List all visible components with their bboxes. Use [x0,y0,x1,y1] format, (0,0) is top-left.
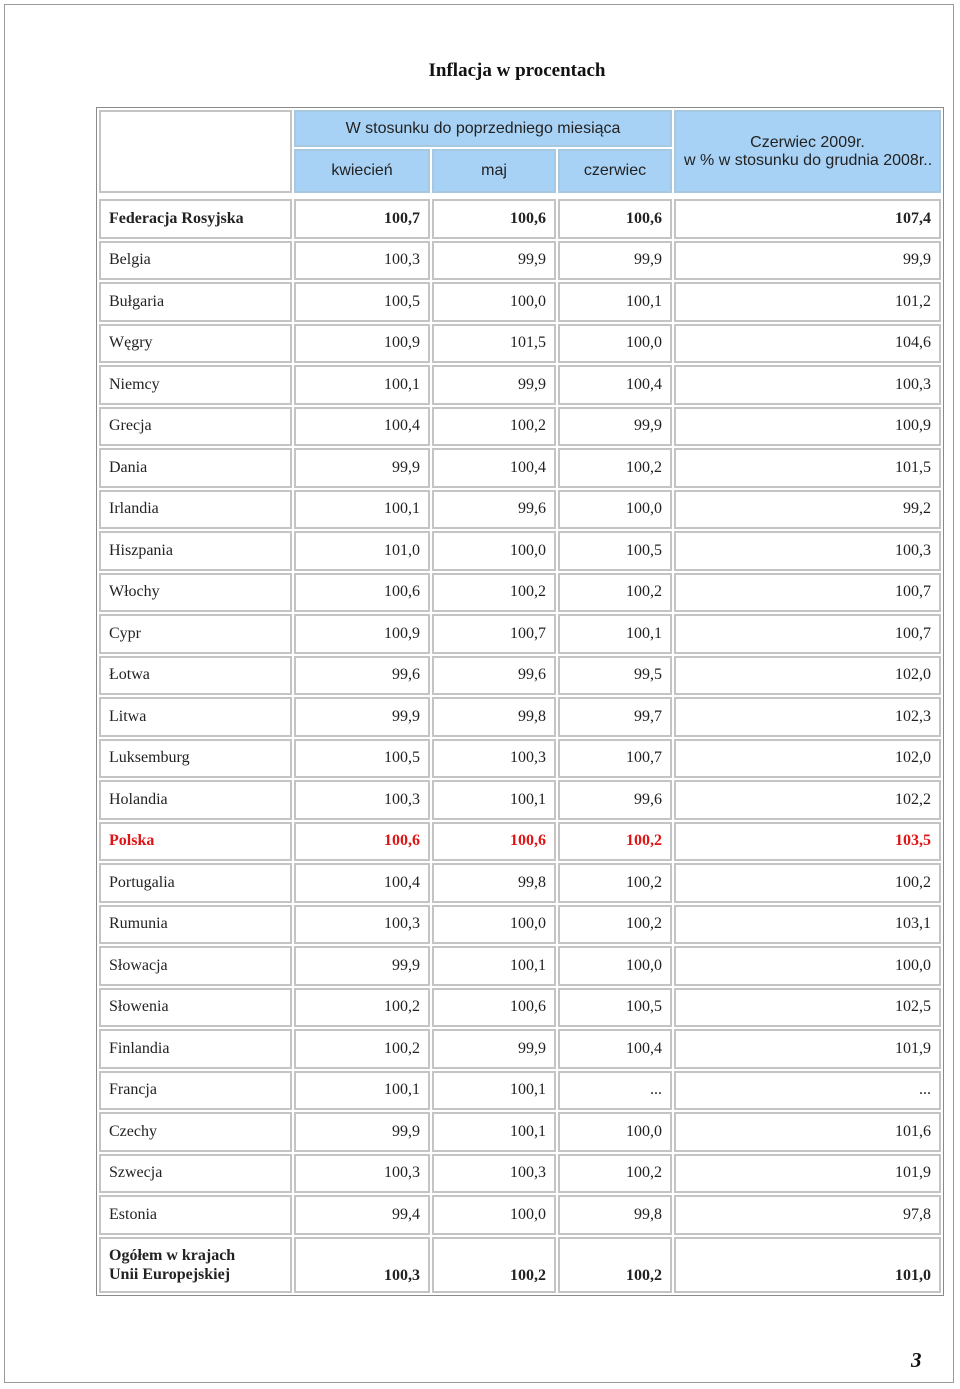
total-value-april: 100,3 [294,1237,430,1293]
value-cell-dec: 101,6 [674,1112,941,1152]
value-cell-april: 100,4 [294,407,430,447]
total-value-dec: 101,0 [674,1237,941,1293]
value-cell-june: 100,2 [558,863,672,903]
table-row [99,822,941,862]
table-row [99,531,941,571]
country-cell: Słowacja [99,946,292,986]
page-number: 3 [911,1348,922,1372]
value-cell-dec: 101,5 [674,448,941,488]
country-cell: Grecja [99,407,292,447]
value-cell-june: 100,1 [558,614,672,654]
value-cell-dec: 100,3 [674,531,941,571]
value-cell-june: 100,7 [558,739,672,779]
table-row [99,324,941,364]
value-cell-may: 101,5 [432,324,556,364]
country-cell: Włochy [99,573,292,613]
header-monthly-group: W stosunku do poprzedniego miesiąca [294,110,672,147]
value-cell-may: 100,2 [432,573,556,613]
value-cell-april: 100,4 [294,863,430,903]
value-cell-dec: 104,6 [674,324,941,364]
value-cell-may: 99,9 [432,241,556,281]
value-cell-may: 100,2 [432,407,556,447]
table-row [99,863,941,903]
value-cell-may: 99,6 [432,656,556,696]
value-cell-april: 100,9 [294,614,430,654]
country-cell: Polska [99,822,292,862]
value-cell-may: 100,6 [432,988,556,1028]
table-row [99,573,941,613]
value-cell-april: 99,6 [294,656,430,696]
value-cell-june: 99,6 [558,780,672,820]
header-col-april: kwiecień [294,149,430,193]
value-cell-june: 100,2 [558,573,672,613]
country-cell: Słowenia [99,988,292,1028]
table-row [99,1071,941,1111]
value-cell-dec: 101,2 [674,282,941,322]
value-cell-dec: 102,3 [674,697,941,737]
value-cell-may: 100,1 [432,1112,556,1152]
value-cell-april: 100,7 [294,199,430,239]
value-cell-dec: 102,5 [674,988,941,1028]
value-cell-april: 100,3 [294,905,430,945]
country-cell: Węgry [99,324,292,364]
value-cell-may: 100,0 [432,1195,556,1235]
country-cell: Niemcy [99,365,292,405]
value-cell-april: 99,4 [294,1195,430,1235]
value-cell-june: 100,1 [558,282,672,322]
value-cell-dec: 103,5 [674,822,941,862]
page-title: Inflacja w procentach [428,60,606,81]
value-cell-may: 99,9 [432,365,556,405]
value-cell-april: 101,0 [294,531,430,571]
total-label-cell [99,1237,292,1293]
country-cell: Francja [99,1071,292,1111]
total-label-line1: Ogółem w krajach [109,1246,236,1264]
value-cell-april: 100,2 [294,988,430,1028]
value-cell-may: 99,8 [432,863,556,903]
country-cell: Cypr [99,614,292,654]
value-cell-may: 100,1 [432,780,556,820]
value-cell-dec: 100,7 [674,573,941,613]
total-row [99,1237,941,1293]
value-cell-may: 99,8 [432,697,556,737]
value-cell-june: 100,0 [558,1112,672,1152]
value-cell-april: 99,9 [294,448,430,488]
value-cell-june: 100,5 [558,988,672,1028]
table-row [99,365,941,405]
country-cell: Holandia [99,780,292,820]
value-cell-dec: 99,2 [674,490,941,530]
value-cell-april: 100,1 [294,365,430,405]
value-cell-may: 100,0 [432,905,556,945]
country-cell: Łotwa [99,656,292,696]
value-cell-june: 100,2 [558,822,672,862]
value-cell-dec: 101,9 [674,1154,941,1194]
total-value-may: 100,2 [432,1237,556,1293]
value-cell-june: 100,0 [558,946,672,986]
country-cell: Irlandia [99,490,292,530]
value-cell-april: 100,5 [294,739,430,779]
value-cell-april: 100,1 [294,490,430,530]
total-label-line2: Unii Europejskiej [109,1265,231,1283]
table-row [99,697,941,737]
header-annual-line2: w % w stosunku do grudnia 2008r.. [684,151,933,169]
value-cell-dec: 100,3 [674,365,941,405]
country-cell: Portugalia [99,863,292,903]
country-cell: Bułgaria [99,282,292,322]
table-row [99,1154,941,1194]
value-cell-dec: 100,0 [674,946,941,986]
value-cell-dec: 97,8 [674,1195,941,1235]
value-cell-june: 100,4 [558,365,672,405]
value-cell-june: 100,0 [558,324,672,364]
value-cell-dec: 100,9 [674,407,941,447]
country-cell: Litwa [99,697,292,737]
country-cell: Hiszpania [99,531,292,571]
table-row [99,656,941,696]
table-row [99,448,941,488]
inflation-table [96,107,944,1296]
value-cell-june: 99,9 [558,407,672,447]
value-cell-june: 100,2 [558,905,672,945]
country-cell: Czechy [99,1112,292,1152]
country-cell: Estonia [99,1195,292,1235]
table-row [99,1112,941,1152]
value-cell-june: 100,2 [558,1154,672,1194]
table-row [99,199,941,239]
value-cell-may: 100,6 [432,199,556,239]
value-cell-may: 100,3 [432,1154,556,1194]
value-cell-may: 100,1 [432,946,556,986]
value-cell-april: 100,3 [294,1154,430,1194]
value-cell-june: 100,5 [558,531,672,571]
table-row [99,282,941,322]
value-cell-june: 100,4 [558,1029,672,1069]
value-cell-april: 100,3 [294,780,430,820]
value-cell-dec: 102,2 [674,780,941,820]
country-cell: Rumunia [99,905,292,945]
value-cell-april: 100,6 [294,822,430,862]
value-cell-dec: 99,9 [674,241,941,281]
value-cell-april: 100,9 [294,324,430,364]
value-cell-april: 99,9 [294,946,430,986]
country-cell: Finlandia [99,1029,292,1069]
value-cell-dec: ... [674,1071,941,1111]
value-cell-april: 100,3 [294,241,430,281]
country-cell: Szwecja [99,1154,292,1194]
value-cell-june: 100,0 [558,490,672,530]
value-cell-may: 99,9 [432,1029,556,1069]
table-row [99,988,941,1028]
value-cell-may: 100,1 [432,1071,556,1111]
header-blank-cell [99,110,292,193]
table-row [99,946,941,986]
value-cell-april: 100,2 [294,1029,430,1069]
value-cell-dec: 102,0 [674,656,941,696]
table-row [99,905,941,945]
value-cell-june: 100,2 [558,448,672,488]
value-cell-june: ... [558,1071,672,1111]
value-cell-dec: 107,4 [674,199,941,239]
value-cell-april: 100,6 [294,573,430,613]
value-cell-may: 100,3 [432,739,556,779]
value-cell-may: 100,0 [432,282,556,322]
header-col-june: czerwiec [558,149,672,193]
table-row [99,241,941,281]
header-annual-group [674,110,941,193]
table-row [99,490,941,530]
country-cell: Belgia [99,241,292,281]
value-cell-may: 100,4 [432,448,556,488]
value-cell-june: 99,7 [558,697,672,737]
table-row [99,1195,941,1235]
table-row [99,407,941,447]
table-row [99,1029,941,1069]
value-cell-april: 99,9 [294,697,430,737]
value-cell-june: 100,6 [558,199,672,239]
country-cell: Federacja Rosyjska [99,199,292,239]
total-value-june: 100,2 [558,1237,672,1293]
value-cell-dec: 101,9 [674,1029,941,1069]
value-cell-may: 100,7 [432,614,556,654]
value-cell-june: 99,9 [558,241,672,281]
value-cell-june: 99,8 [558,1195,672,1235]
value-cell-april: 100,1 [294,1071,430,1111]
country-cell: Luksemburg [99,739,292,779]
value-cell-april: 100,5 [294,282,430,322]
country-cell: Dania [99,448,292,488]
value-cell-dec: 100,2 [674,863,941,903]
value-cell-dec: 103,1 [674,905,941,945]
value-cell-may: 99,6 [432,490,556,530]
value-cell-june: 99,5 [558,656,672,696]
header-col-may: maj [432,149,556,193]
value-cell-may: 100,6 [432,822,556,862]
value-cell-may: 100,0 [432,531,556,571]
header-spacer [99,195,941,197]
table-row [99,739,941,779]
table-row [99,780,941,820]
value-cell-april: 99,9 [294,1112,430,1152]
header-annual-line1: Czerwiec 2009r. [750,133,865,151]
table-row [99,614,941,654]
value-cell-dec: 102,0 [674,739,941,779]
value-cell-dec: 100,7 [674,614,941,654]
